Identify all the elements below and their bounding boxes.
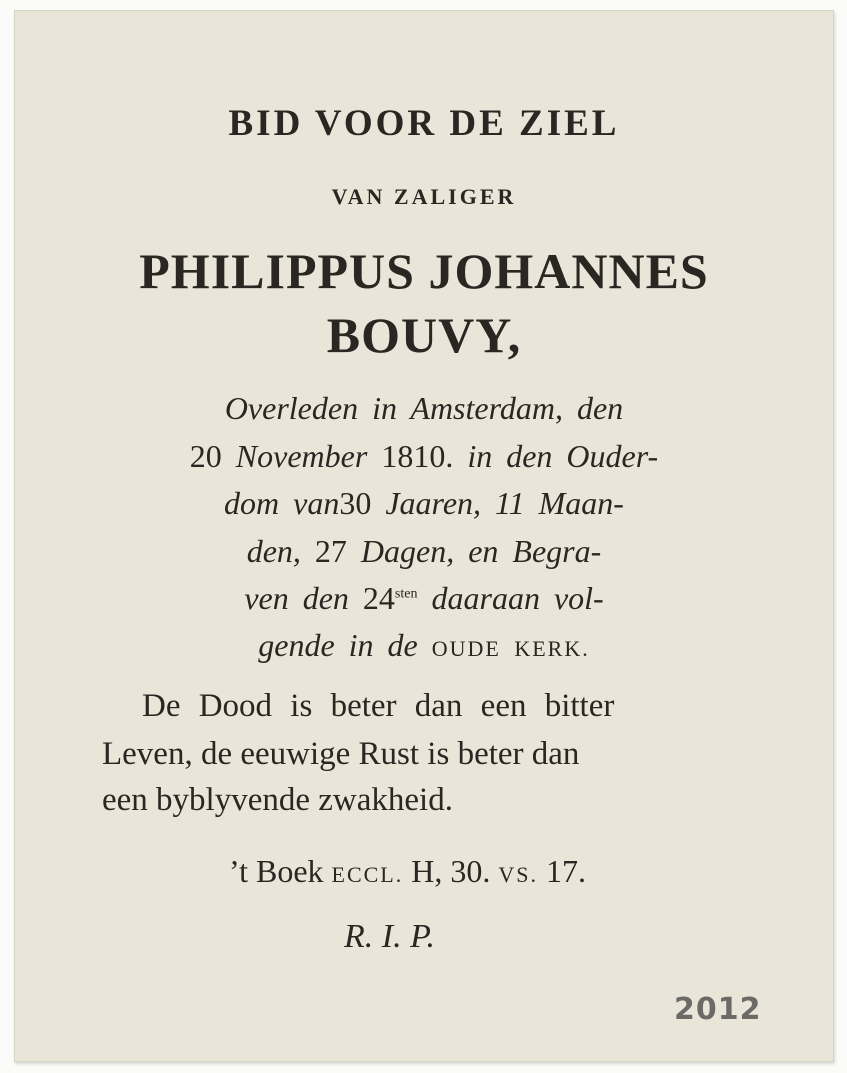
burial-text: ven den xyxy=(244,580,349,616)
death-details-line-1: Overleden in Amsterdam, den xyxy=(224,390,624,426)
death-details-line-3 xyxy=(14,485,834,522)
citation-chapter: H, 30. xyxy=(411,853,491,889)
burial-day: 24 xyxy=(362,580,395,616)
verse-line-3: een byblyvende zwakheid. xyxy=(102,782,453,818)
citation-verse: 17. xyxy=(545,853,586,889)
burial-intro: Dagen, en Begra- xyxy=(360,533,602,569)
death-details-line-4 xyxy=(14,533,834,570)
scripture-citation xyxy=(229,853,789,890)
death-month: November xyxy=(235,438,368,474)
deceased-name-line-2: BOUVY, xyxy=(326,307,522,363)
death-details-line-6 xyxy=(14,627,834,664)
church-name: OUDE KERK. xyxy=(431,636,590,661)
deceased-name-line-1: PHILIPPUS JOHANNES xyxy=(139,243,709,299)
verse-line-1: De Dood is beter dan een bitter xyxy=(142,688,615,724)
citation-book: ’t Boek xyxy=(229,853,324,889)
citation-verse-label: VS. xyxy=(498,862,538,887)
ordinal-suffix: sten xyxy=(394,586,418,602)
burial-place-intro: gende in de xyxy=(258,627,418,663)
age-months: Jaaren, 11 Maan- xyxy=(385,485,624,521)
heading-late: VAN ZALIGER xyxy=(331,184,517,209)
death-details-line-5 xyxy=(14,580,834,617)
months-end: den, xyxy=(246,533,301,569)
age-intro: in den Ouder- xyxy=(467,438,659,474)
death-day: 20 xyxy=(189,438,222,474)
burial-following: daaraan vol- xyxy=(431,580,604,616)
heading-prayer: BID VOOR DE ZIEL xyxy=(228,103,620,144)
age-days: 27 xyxy=(314,533,347,569)
archive-number: 2012 xyxy=(674,992,762,1027)
age-text: dom van xyxy=(224,485,340,521)
death-year: 1810. xyxy=(381,438,454,474)
age-years: 30 xyxy=(339,485,372,521)
verse-line-2: Leven, de eeuwige Rust is beter dan xyxy=(102,736,580,772)
rip-closing: R. I. P. xyxy=(344,918,435,955)
citation-ecclesiasticus: ECCL. xyxy=(331,862,404,887)
memorial-card xyxy=(14,10,834,1062)
death-details-line-2 xyxy=(14,438,834,475)
